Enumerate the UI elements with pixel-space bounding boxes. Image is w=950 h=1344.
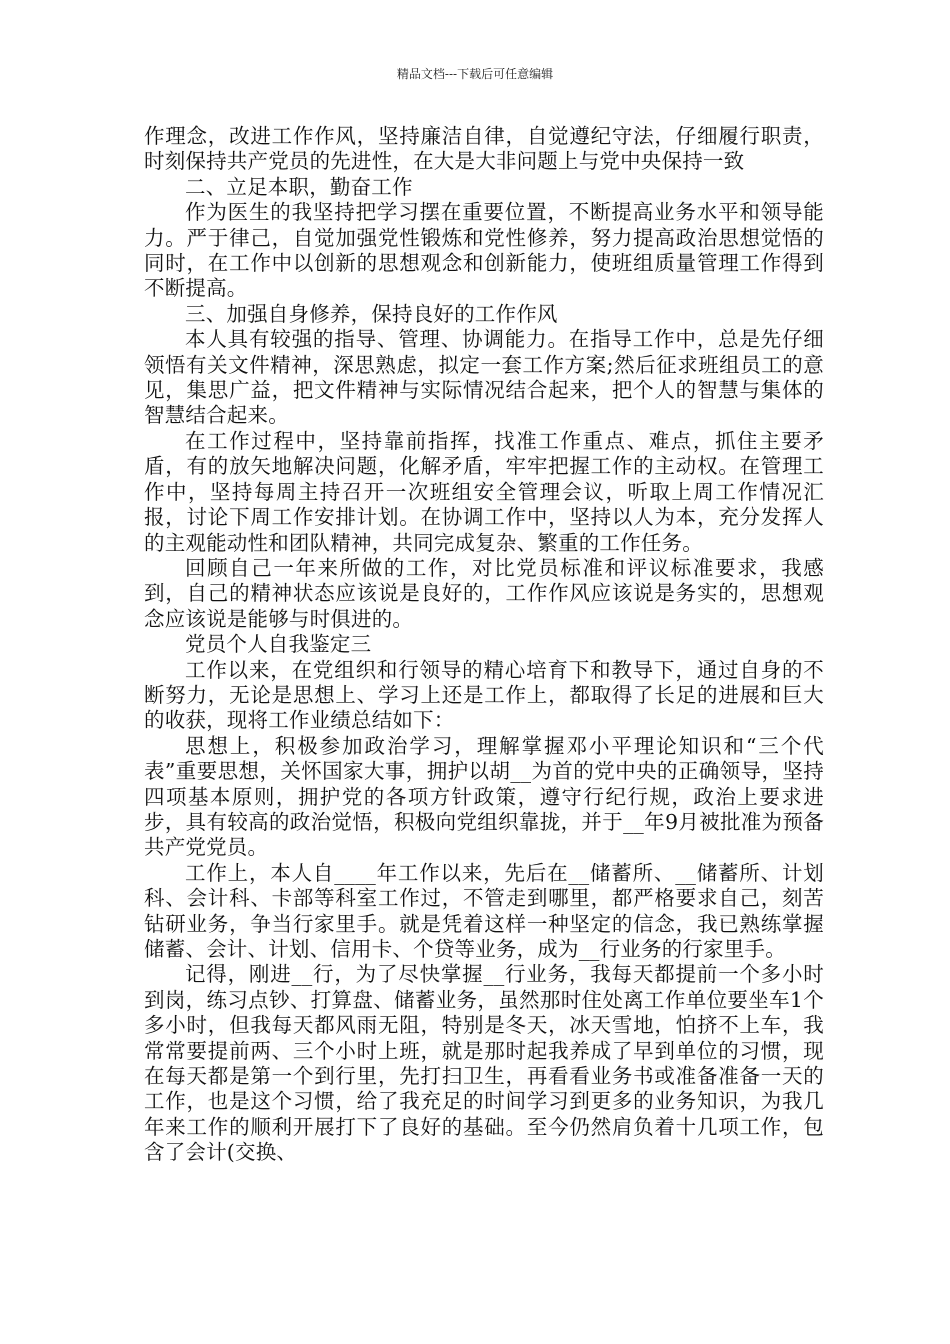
page-header: 精品文档---下载后可任意编辑 [396,67,554,81]
paragraph: 工作上，本人自____年工作以来，先后在__储蓄所、__储蓄所、计划科、会计科、卡部等科室工作过，不管走到哪里，都严格要求自己，刻苦钻研业务，争当行家里手。就是凭着这样一种坚定的信念，我已熟练掌握储蓄、会计、计划、信用卡、个贷等业务，成为__行业务的行家里手。 [144,860,824,961]
paragraph: 本人具有较强的指导、管理、协调能力。在指导工作中，总是先仔细领悟有关文件精神，深思熟虑，拟定一套工作方案;然后征求班组员工的意见，集思广益，把文件精神与实际情况结合起来，把个人的智慧与集体的智慧结合起来。 [144,327,824,428]
section-heading: 二、立足本职，勤奋工作 [185,174,413,199]
paragraph: 在工作过程中，坚持靠前指挥，找准工作重点、难点，抓住主要矛盾，有的放矢地解决问题，化解矛盾，牢牢把握工作的主动权。在管理工作中，坚持每周主持召开一次班组安全管理会议，听取上周工作情况汇报，讨论下周工作安排计划。在协调工作中，坚持以人为本，充分发挥人的主观能动性和团队精神，共同完成复杂、繁重的工作任务。 [144,428,824,555]
paragraph: 作理念，改进工作作风，坚持廉洁自律，自觉遵纪守法，仔细履行职责，时刻保持共产党员的先进性，在大是大非问题上与党中央保持一致 [144,124,824,174]
paragraph: 记得，刚进__行，为了尽快掌握__行业务，我每天都提前一个多小时到岗，练习点钞、打算盘、储蓄业务，虽然那时住处离工作单位要坐车1个多小时，但我每天都风雨无阻，特别是冬天，冰天雪地，怕挤不上车，我常常要提前两、三个小时上班，就是那时起我养成了早到单位的习惯，现在每天都是第一个到行里，先打扫卫生，再看看业务书或准备准备一天的工作，也是这个习惯，给了我充足的时间学习到更多的业务知识，为我几年来工作的顺利开展打下了良好的基础。至今仍然肩负着十几项工作，包含了会计(交换、 [144,962,824,1165]
document-body [144,124,824,1166]
section-heading: 党员个人自我鉴定三 [185,632,372,657]
paragraph: 回顾自己一年来所做的工作，对比党员标准和评议标准要求，我感到，自己的精神状态应该说是良好的，工作作风应该说是务实的，思想观念应该说是能够与时俱进的。 [144,555,824,631]
paragraph: 作为医生的我坚持把学习摆在重要位置，不断提高业务水平和领导能力。严于律己，自觉加强党性锻炼和党性修养，努力提高政治思想觉悟的同时，在工作中以创新的思想观念和创新能力，使班组质量管理工作得到不断提高。 [144,200,824,301]
paragraph: 思想上，积极参加政治学习，理解掌握邓小平理论知识和“三个代表”重要思想，关怀国家大事，拥护以胡__为首的党中央的正确领导，坚持四项基本原则，拥护党的各项方针政策，遵守行纪行规，政治上要求进步，具有较高的政治觉悟，积极向党组织靠拢，并于__年9月被批准为预备共产党党员。 [144,733,824,860]
section-heading: 三、加强自身修养，保持良好的工作作风 [185,301,558,326]
paragraph: 工作以来，在党组织和行领导的精心培育下和教导下，通过自身的不断努力，无论是思想上、学习上还是工作上，都取得了长足的进展和巨大的收获，现将工作业绩总结如下： [144,657,824,733]
